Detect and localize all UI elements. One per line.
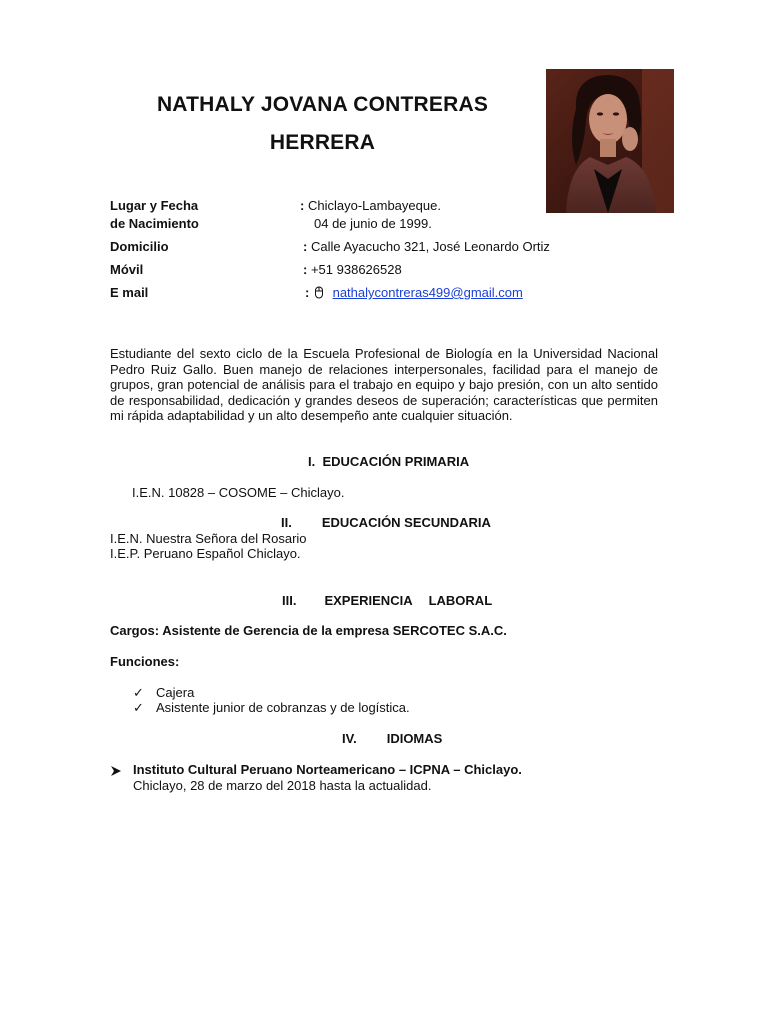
name-line-2: HERRERA — [269, 131, 376, 154]
language-period: Chiclayo, 28 de marzo del 2018 hasta la actualidad. — [133, 778, 432, 793]
section-title-a: EXPERIENCIA — [324, 593, 413, 608]
section-number: III. — [282, 593, 297, 608]
birth-place-value — [300, 198, 441, 213]
secondary-school-1: I.E.N. Nuestra Señora del Rosario — [110, 531, 307, 546]
name-line-1: NATHALY JOVANA CONTRERAS — [156, 93, 489, 116]
address-label: Domicilio — [110, 239, 169, 254]
section-number: IV. — [342, 731, 357, 746]
mouse-icon — [313, 286, 325, 302]
mobile: +51 938626528 — [310, 262, 402, 277]
mobile-label: Móvil — [110, 262, 144, 277]
section-experience-heading — [282, 593, 492, 608]
mobile-value — [303, 262, 402, 277]
birth-label-line2: de Nacimiento — [110, 216, 199, 231]
section-number: II. — [281, 515, 292, 530]
portrait-photo — [546, 69, 674, 213]
primary-school: I.E.N. 10828 – COSOME – Chiclayo. — [132, 485, 345, 500]
separator: : — [300, 198, 305, 213]
functions-label: Funciones: — [110, 654, 180, 669]
separator: : — [303, 239, 308, 254]
email-label: E mail — [110, 285, 149, 300]
section-primary-heading — [308, 454, 469, 469]
arrow-bullet-icon — [110, 764, 122, 776]
section-languages-heading — [342, 731, 442, 746]
secondary-school-2: I.E.P. Peruano Español Chiclayo. — [110, 546, 301, 561]
check-icon: ✓ — [133, 700, 144, 715]
birth-date: 04 de junio de 1999. — [314, 216, 432, 231]
language-institute: Instituto Cultural Peruano Norteamericano – ICPNA – Chiclayo. — [133, 762, 522, 777]
separator: : — [305, 285, 310, 300]
section-title: IDIOMAS — [386, 731, 443, 746]
birth-label-line1: Lugar y Fecha — [110, 198, 199, 213]
address: Calle Ayacucho 321, José Leonardo Ortiz — [310, 239, 550, 254]
section-title: EDUCACIÓN PRIMARIA — [322, 454, 470, 469]
separator: : — [303, 262, 308, 277]
section-secondary-heading — [281, 515, 491, 530]
email-link[interactable]: nathalycontreras499@gmail.com — [332, 285, 523, 300]
email-value — [305, 285, 523, 302]
section-title: EDUCACIÓN SECUNDARIA — [321, 515, 491, 530]
function-item: Asistente junior de cobranzas y de logística. — [156, 700, 410, 715]
section-number: I. — [308, 454, 316, 469]
check-icon: ✓ — [133, 685, 144, 700]
birth-place: Chiclayo-Lambayeque. — [307, 198, 441, 213]
function-item: Cajera — [156, 685, 195, 700]
job-position: Cargos: Asistente de Gerencia de la empresa SERCOTEC S.A.C. — [110, 623, 507, 638]
section-title-b: LABORAL — [428, 593, 493, 608]
profile-summary: Estudiante del sexto ciclo de la Escuela Profesional de Biología en la Universidad Nacional Pedro Ruiz Gallo. Buen manejo de relaciones interpersonales, facilidad para el manejo de grupos, gran potencial de análisis para el trabajo en equipo y bajo presión, con un alto sentido de responsabilidad, dedicación y grandes deseos de superación; características que permiten mi rápida adaptabilidad y un alto desempeño ante cualquier situación. — [110, 346, 658, 424]
address-value — [303, 239, 550, 254]
